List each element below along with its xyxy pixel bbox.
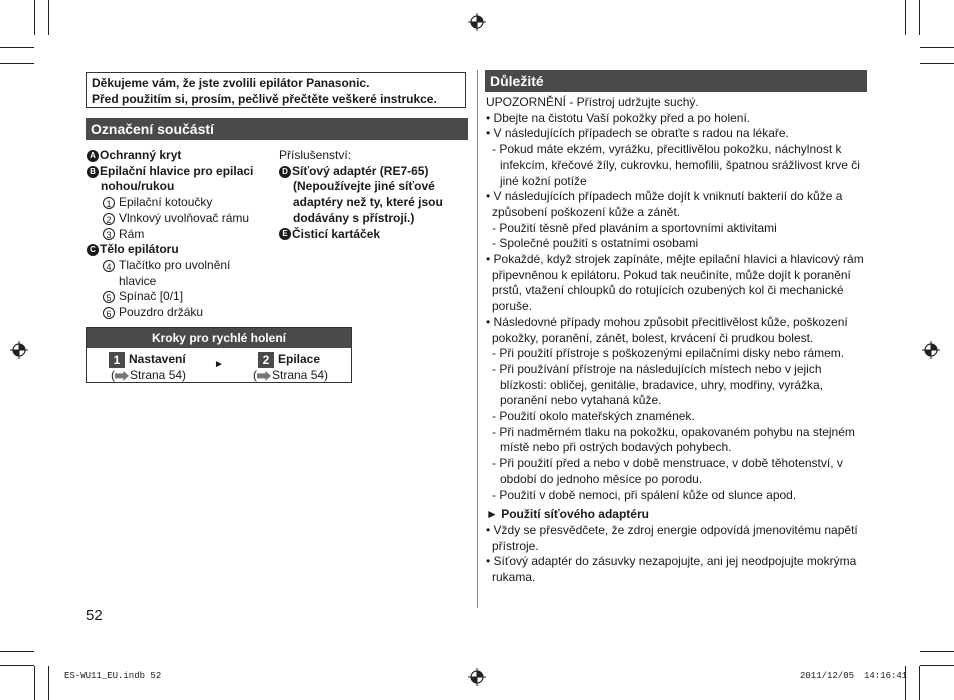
- important-line: • Vždy se přesvědčete, že zdroj energie odpovídá jmenovitému napětí: [486, 522, 858, 537]
- crop-mark: [905, 0, 906, 35]
- item-text: Epilační kotoučky: [119, 195, 213, 210]
- item-number: 6: [103, 307, 115, 319]
- badge-d: D: [279, 166, 291, 178]
- part-a: [87, 148, 253, 164]
- intro-line: Před použitím si, prosím, pečlivě přečtěte veškeré instrukce.: [92, 91, 437, 106]
- intro-box: [86, 72, 466, 108]
- part-d-note: (Nepoužívejte jiné síťové: [293, 179, 435, 194]
- item-text: Vlnkový uvolňovač rámu: [119, 210, 250, 225]
- important-line: způsobení poškození kůže a zánět.: [492, 204, 681, 219]
- important-heading: Důležité: [485, 70, 867, 92]
- important-line: - Při nadměrném tlaku na pokožku, opakovaném pohybu na stejném: [492, 424, 855, 439]
- part-d-label: Síťový adaptér (RE7-65): [292, 163, 429, 178]
- important-line: infekcím, křečové žíly, cukrovku, hemofilii, špatnou srážlivost krve či: [500, 157, 860, 172]
- part-e-label: Čisticí kartáček: [292, 226, 381, 241]
- step-2: [258, 352, 320, 368]
- part-d-note: dodávány s přístroji.): [293, 210, 415, 225]
- important-line: • Dbejte na čistotu Vaší pokožky před a po holení.: [486, 110, 751, 125]
- item-text: Tlačítko pro uvolnění: [119, 257, 231, 272]
- accessories-label: Příslušenství:: [279, 148, 352, 162]
- part-a-label: Ochranný kryt: [100, 148, 182, 162]
- registration-mark-icon: [468, 13, 486, 31]
- crop-mark: [0, 47, 34, 48]
- crop-mark: [0, 63, 34, 64]
- important-line: rukama.: [492, 570, 536, 585]
- crop-mark: [34, 0, 35, 35]
- page-ref-arrow-icon: [115, 371, 129, 381]
- part-c-item: [87, 258, 253, 274]
- important-line: místě nebo při ostrých bodavých pohybech.: [500, 440, 732, 455]
- important-body: [486, 95, 864, 586]
- accessories-list: [279, 148, 443, 242]
- part-c-item: [87, 305, 253, 321]
- part-c-item: [87, 289, 253, 305]
- footer-time: 14:16:41: [864, 671, 908, 681]
- crop-mark: [920, 63, 954, 64]
- item-number: 1: [103, 197, 115, 209]
- step-1: [109, 352, 186, 368]
- item-number: 4: [103, 260, 115, 272]
- step-label: Nastavení: [129, 352, 186, 367]
- item-text: Pouzdro držáku: [119, 305, 204, 320]
- badge-a: A: [87, 150, 99, 162]
- part-b-label-cont: nohou/rukou: [101, 179, 175, 194]
- crop-mark: [48, 0, 49, 35]
- item-text: Rám: [119, 226, 145, 241]
- important-line: - Při použití přístroje s poškozenými epilačními disky nebo rámem.: [492, 346, 845, 361]
- registration-mark-icon: [10, 341, 28, 359]
- important-line: - Pokud máte ekzém, vyrážku, přecitlivělou pokožku, náchylnost k: [492, 142, 842, 157]
- important-line: • Síťový adaptér do zásuvky nezapojujte, ani jej neodpojujte mokrýma: [486, 554, 857, 569]
- part-d: [279, 164, 443, 180]
- adapter-heading: ► Použití síťového adaptéru: [486, 507, 649, 522]
- important-line: - Použití v době nemoci, při spálení kůže od slunce apod.: [492, 487, 797, 502]
- crop-mark: [920, 651, 954, 652]
- crop-mark: [48, 666, 49, 700]
- important-line: UPOZORNĚNÍ - Přístroj udržujte suchý.: [486, 95, 699, 109]
- paren: (: [111, 368, 115, 382]
- footer-date: 2011/12/05: [800, 671, 855, 681]
- part-b-item: [87, 195, 253, 211]
- parts-heading: Označení součástí: [86, 118, 468, 140]
- part-b-item: [87, 227, 253, 243]
- part-c: [87, 242, 253, 258]
- footer-file: ES-WU11_EU.indb 52: [64, 671, 162, 681]
- important-line: poranění nebo vytahaná kůže.: [500, 393, 662, 408]
- important-line: blízkosti: obličej, genitálie, bradavice, uhry, modřiny, vyrážka,: [500, 377, 824, 392]
- step-1-ref[interactable]: [111, 368, 186, 384]
- part-b-label: Epilační hlavice pro epilaci: [100, 163, 254, 178]
- important-line: - Společné použití s ostatními osobami: [492, 236, 699, 251]
- important-line: - Použití těsně před plaváním a sportovními aktivitami: [492, 220, 777, 235]
- registration-mark-icon: [468, 668, 486, 686]
- important-line: - Při použití před a nebo v době menstruace, v době těhotenství, v: [492, 456, 843, 471]
- quick-steps-box: [86, 327, 352, 383]
- important-line: • V následujících případech se obraťte s radou na lékaře.: [486, 126, 789, 141]
- item-number: 5: [103, 291, 115, 303]
- part-c-item: hlavice: [119, 273, 157, 288]
- important-line: jiné kožní potíže: [500, 173, 587, 188]
- intro-line: Děkujeme vám, že jste zvolili epilátor Panasonic.: [92, 76, 370, 90]
- page-number: 52: [86, 607, 103, 624]
- item-number: 2: [103, 213, 115, 225]
- part-b: [87, 164, 253, 180]
- step-arrow-icon: ►: [214, 359, 224, 370]
- page-ref: Strana 54): [130, 368, 187, 382]
- part-b-item: [87, 211, 253, 227]
- important-line: - Při používání přístroje na následujících místech nebo v jejich: [492, 361, 822, 376]
- parts-list: [87, 148, 253, 321]
- badge-c: C: [87, 244, 99, 256]
- page-ref-arrow-icon: [257, 371, 271, 381]
- item-text: Spínač [0/1]: [119, 289, 184, 304]
- important-line: • Následovné případy mohou způsobit přecitlivělost kůže, poškození: [486, 314, 848, 329]
- important-line: • Pokaždé, když strojek zapínáte, mějte epilační hlavici a hlavicový rám: [486, 252, 864, 267]
- page-ref: Strana 54): [272, 368, 329, 382]
- part-e: [279, 227, 443, 243]
- quick-steps-heading: Kroky pro rychlé holení: [87, 328, 351, 348]
- important-line: přístroje.: [492, 538, 539, 553]
- crop-mark: [919, 666, 920, 700]
- part-d-note: adaptéry než ty, které jsou: [293, 195, 443, 210]
- step-number: 1: [109, 352, 125, 368]
- crop-mark: [919, 0, 920, 35]
- step-label: Epilace: [278, 352, 321, 367]
- important-line: poruše.: [492, 299, 533, 314]
- crop-mark: [920, 665, 954, 666]
- step-2-ref[interactable]: [253, 368, 328, 384]
- important-line: • V následujících případech může dojít k vniknutí bakterií do kůže a: [486, 189, 843, 204]
- paren: (: [253, 368, 257, 382]
- crop-mark: [0, 651, 34, 652]
- important-line: připevněnou k epilátoru. Pokud tak neučiníte, může dojít k poranění: [492, 267, 851, 282]
- column-divider: [477, 70, 478, 608]
- badge-b: B: [87, 166, 99, 178]
- crop-mark: [0, 665, 34, 666]
- crop-mark: [920, 47, 954, 48]
- important-line: - Použití okolo mateřských znamének.: [492, 409, 695, 424]
- step-number: 2: [258, 352, 274, 368]
- crop-mark: [34, 666, 35, 700]
- important-line: období do jednoho měsíce po porodu.: [500, 471, 703, 486]
- item-number: 3: [103, 228, 115, 240]
- important-line: prstů, vtažení chloupků do rotujících ozubených kol či mechanické: [492, 283, 844, 298]
- part-c-label: Tělo epilátoru: [100, 242, 179, 257]
- important-line: pokožky, poranění, zánět, bolest, krvácení či prudkou bolest.: [492, 330, 814, 345]
- badge-e: E: [279, 228, 291, 240]
- registration-mark-icon: [922, 341, 940, 359]
